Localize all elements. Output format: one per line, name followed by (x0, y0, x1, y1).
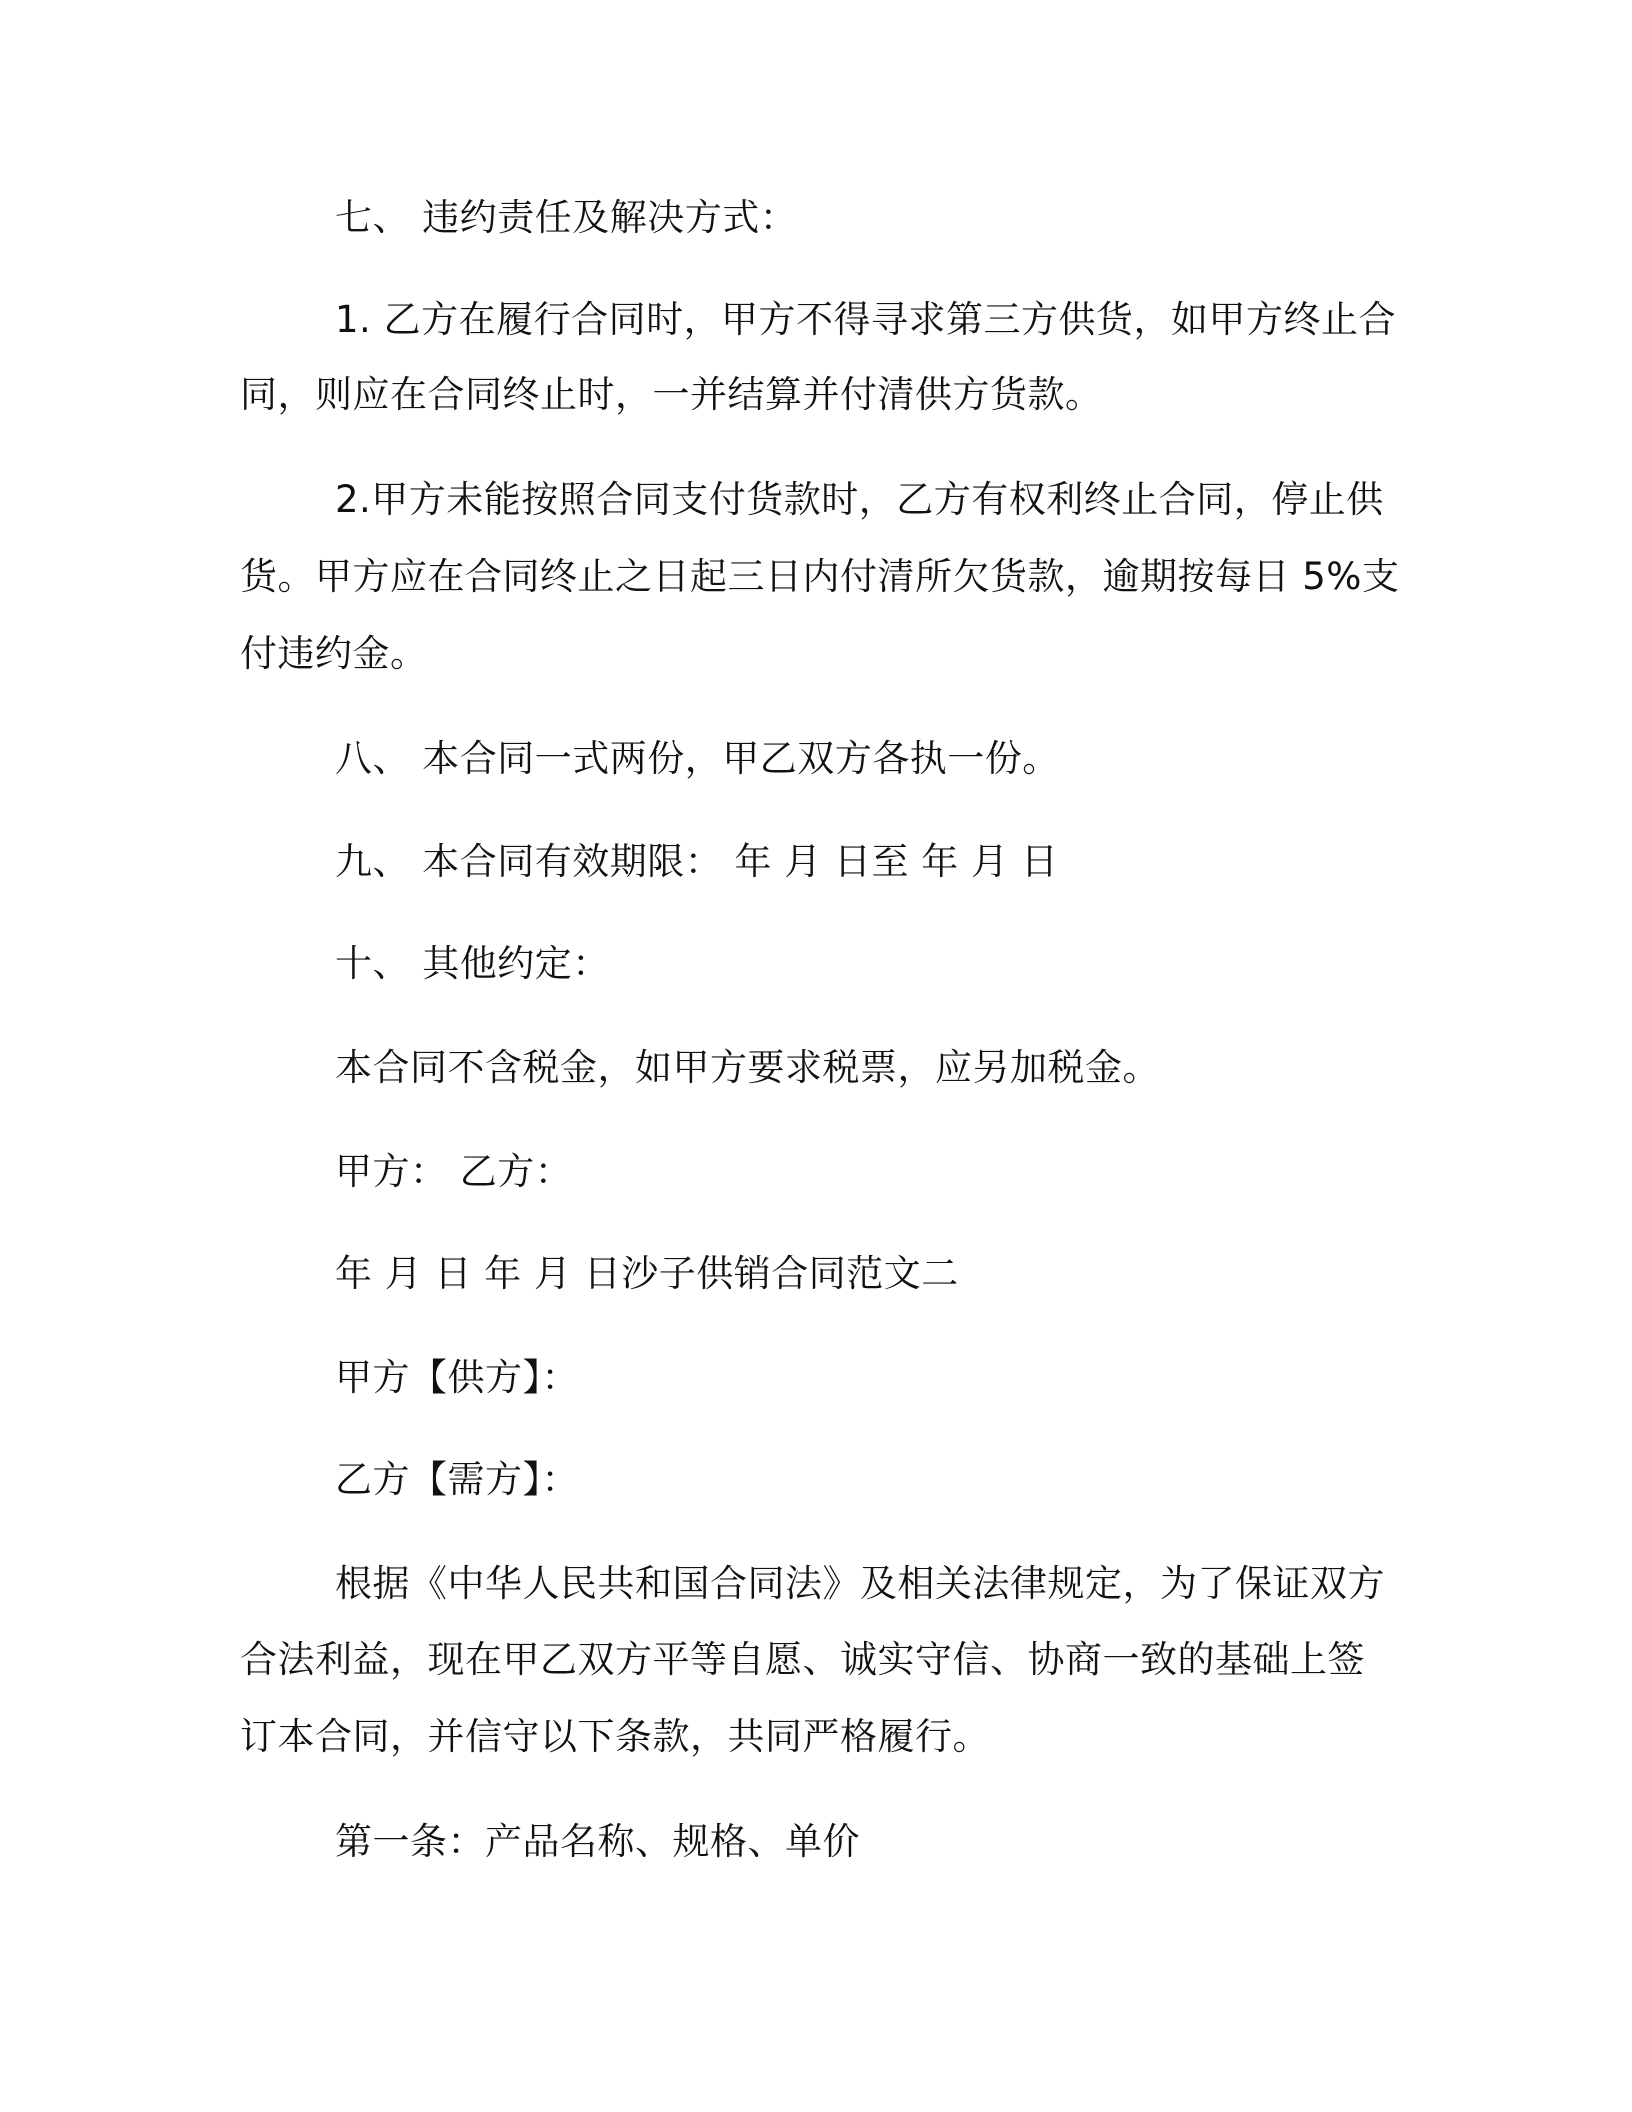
party-b-line: 乙方【需方】： (335, 1458, 579, 1501)
clause1-line2: 同，则应在合同终止时，一并结算并付清供方货款。 (240, 373, 1103, 416)
preamble-line2: 合法利益，现在甲乙双方平等自愿、诚实守信、协商一致的基础上签 (240, 1638, 1365, 1681)
clause2-line3: 付违约金。 (240, 632, 428, 675)
section9: 九、 本合同有效期限： 年 月 日至 年 月 日 (335, 840, 1059, 883)
preamble-line1: 根据《中华人民共和国合同法》及相关法律规定，为了保证双方 (335, 1562, 1385, 1605)
section8: 八、 本合同一式两份，甲乙双方各执一份。 (335, 737, 1060, 780)
date-and-title-line: 年 月 日 年 月 日沙子供销合同范文二 (335, 1252, 959, 1295)
clause1-line1: 1. 乙方在履行合同时，甲方不得寻求第三方供货，如甲方终止合 (335, 298, 1397, 341)
clause2-line1: 2.甲方未能按照合同支付货款时，乙方有权利终止合同，停止供 (335, 478, 1384, 521)
party-a-line: 甲方【供方】： (335, 1356, 579, 1399)
section10-heading: 十、 其他约定： (335, 942, 610, 985)
preamble-line3: 订本合同，并信守以下条款，共同严格履行。 (240, 1715, 990, 1758)
section10-text: 本合同不含税金，如甲方要求税票，应另加税金。 (335, 1046, 1160, 1089)
signature-line: 甲方： 乙方： (335, 1150, 573, 1193)
article1-heading: 第一条：产品名称、规格、单价 (335, 1820, 860, 1863)
clause2-line2: 货。甲方应在合同终止之日起三日内付清所欠货款，逾期按每日 5%支 (240, 555, 1400, 598)
section7-heading: 七、 违约责任及解决方式： (335, 196, 798, 239)
